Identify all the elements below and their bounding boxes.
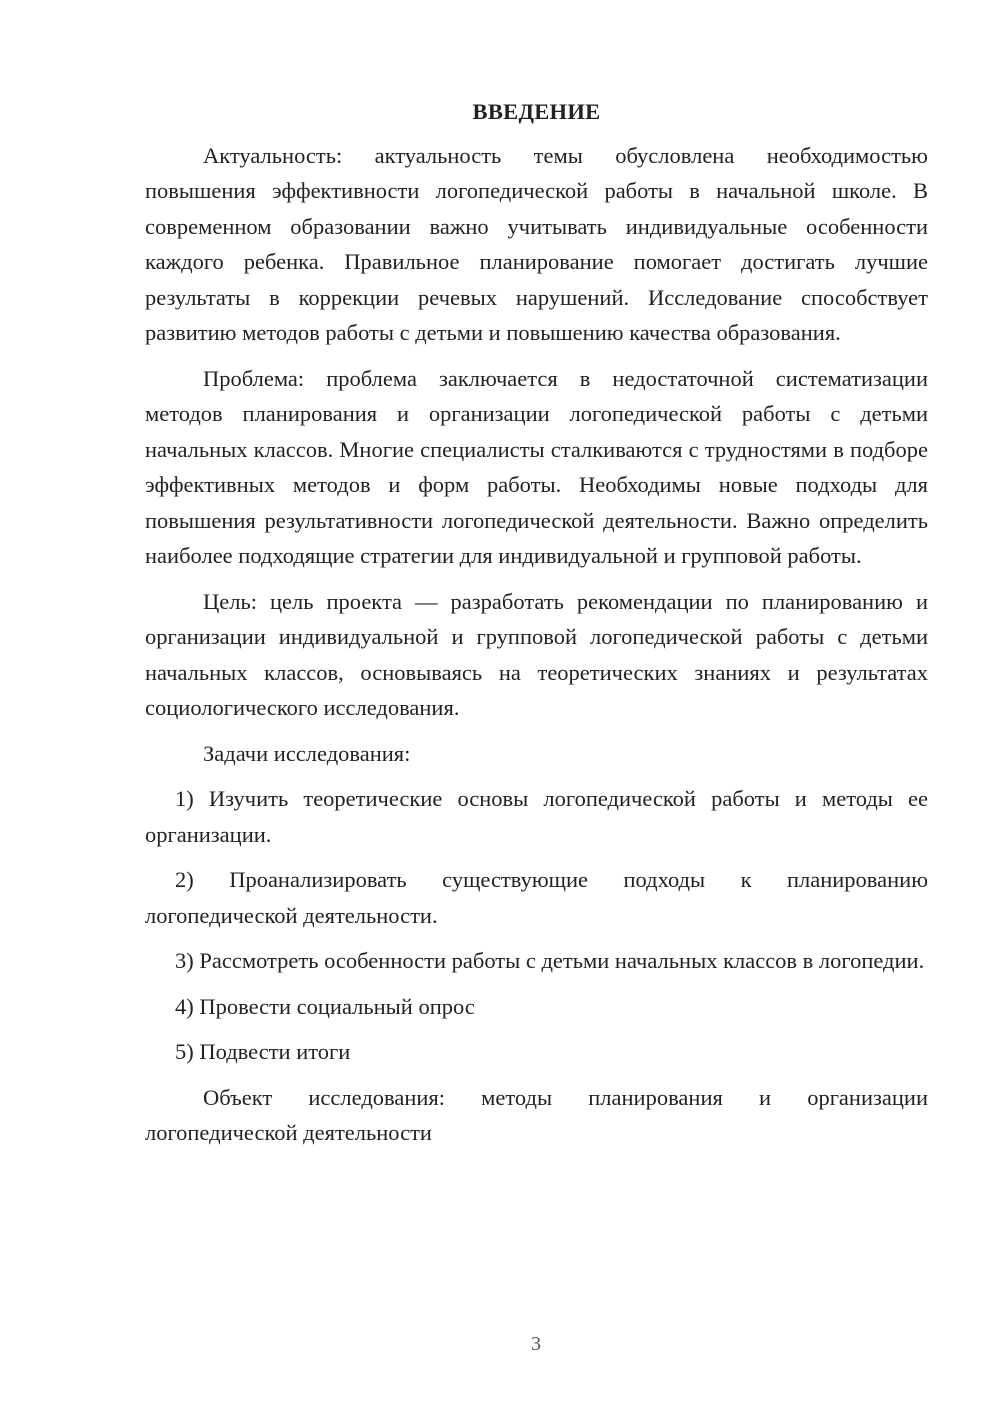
task-item: 3) Рассмотреть особенности работы с детьми начальных классов в логопедии. <box>175 948 925 973</box>
paragraph-object: Объект исследования: методы планирования и организации логопедической деятельности <box>145 1084 928 1145</box>
paragraph-problem: Проблема: проблема заключается в недостаточной систематизации методов планирования и организации логопедической работы с детьми начальных классов. Многие специалисты сталкиваются с трудностями в подборе эффективных методов и форм работы. Необходимы новые подходы для повышения результативности логопедической деятельности. Важно определить наиболее подходящие стратегии для индивидуальной и групповой работы. <box>145 365 928 568</box>
tasks-heading: Задачи исследования: <box>203 740 411 766</box>
section-title: ВВЕДЕНИЕ <box>472 99 601 124</box>
task-item: 4) Провести социальный опрос <box>175 993 475 1019</box>
task-item: 5) Подвести итоги <box>175 1039 351 1064</box>
paragraph-relevance: Актуальность: актуальность темы обусловлена необходимостью повышения эффективности логопедической работы в начальной школе. В современном образовании важно учитывать индивидуальные особенности каждого ребенка. Правильное планирование помогает достигать лучшие результаты в коррекции речевых нарушений. Исследование способствует развитию методов работы с детьми и повышению качества образования. <box>145 142 928 345</box>
page-content <box>145 94 928 1161</box>
page-number: 3 <box>531 1333 541 1355</box>
task-item: 2) Проанализировать существующие подходы к планированию логопедической деятельности. <box>145 867 928 928</box>
task-item: 1) Изучить теоретические основы логопедической работы и методы ее организации. <box>145 786 928 847</box>
paragraph-goal: Цель: цель проекта — разработать рекомендации по планированию и организации индивидуальной и групповой логопедической работы с детьми начальных классов, основываясь на теоретических знаниях и результатах социологического исследования. <box>145 588 928 720</box>
